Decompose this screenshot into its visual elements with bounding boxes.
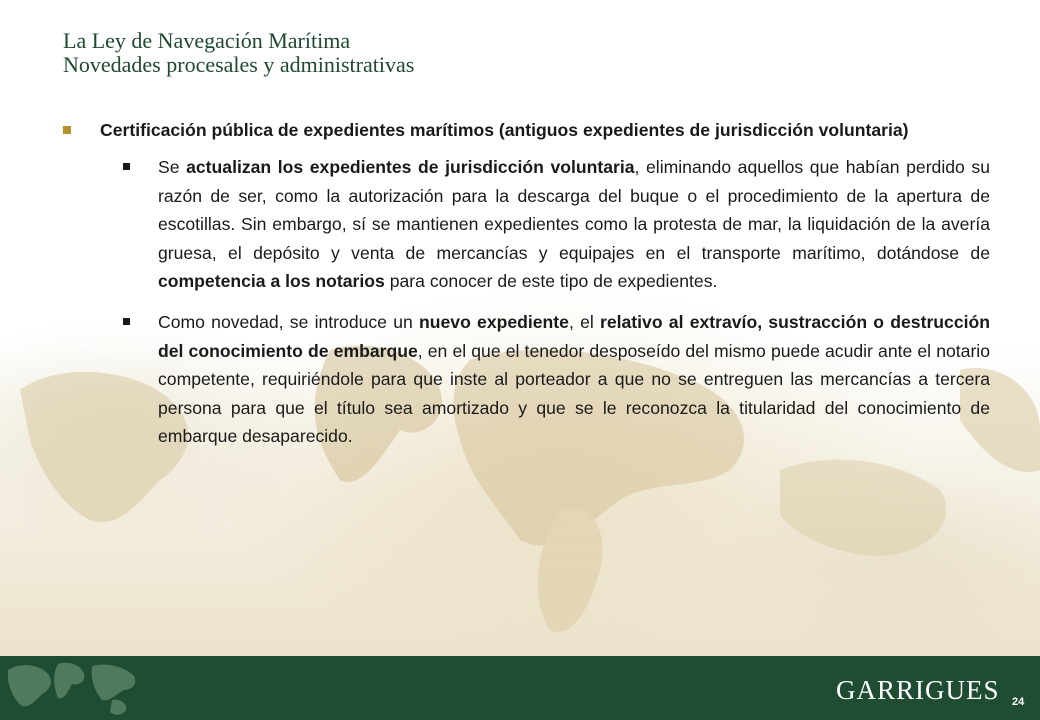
bold-text-run: relativo al extravío, sustracción o destrucción del conocimiento de embarque <box>158 312 990 361</box>
bullet-item-text <box>158 312 990 446</box>
square-bullet-icon <box>123 163 130 170</box>
text-run: , en el que el tenedor desposeído del mismo puede acudir ante el notario competente, requiriéndole para que inste al porteador a que no se entreguen las mercancías a tercera persona para que el título sea amortizado y que se le reconozca la titularidad del conocimiento de embarque desaparecido. <box>158 340 990 447</box>
square-bullet-icon <box>63 126 71 134</box>
garrigues-logo: GARRIGUES <box>836 675 1000 705</box>
bullet-level-1 <box>63 116 990 144</box>
square-bullet-icon <box>123 318 130 325</box>
bullet-heading-text: Certificación pública de expedientes marítimos (antiguos expedientes de jurisdicción voluntaria) <box>100 120 909 140</box>
bold-text-run: competencia a los notarios <box>158 271 385 292</box>
text-run: Se <box>158 157 187 178</box>
footer-bar <box>0 656 1040 720</box>
title-line-1: La Ley de Navegación Marítima <box>63 28 351 53</box>
title-line-2: Novedades procesales y administrativas <box>63 52 415 77</box>
world-map-icon <box>0 656 140 720</box>
text-run: Como novedad, se introduce un <box>158 312 419 333</box>
bullet-level-2-item-1 <box>63 153 990 295</box>
slide-content <box>63 116 990 450</box>
bullet-level-2-item-2 <box>63 308 990 450</box>
bullet-item-text <box>158 157 990 291</box>
text-run: , el <box>568 312 600 333</box>
text-run: para conocer de este tipo de expedientes. <box>384 271 718 292</box>
bold-text-run: actualizan los expedientes de jurisdicción voluntaria <box>186 157 635 178</box>
text-run: , eliminando aquellos que habían perdido su razón de ser, como la autorización para la descarga del buque o el procedimiento de la apertura de escotillas. Sin embargo, sí se mantienen expedientes como la protesta de mar, la liquidación de la avería gruesa, el depósito y venta de mercancías y equipajes en el transporte marítimo, dotándose de <box>158 157 990 263</box>
bold-text-run: nuevo expediente <box>419 312 569 333</box>
slide-title <box>63 29 414 77</box>
page-number: 24 <box>1012 696 1025 708</box>
